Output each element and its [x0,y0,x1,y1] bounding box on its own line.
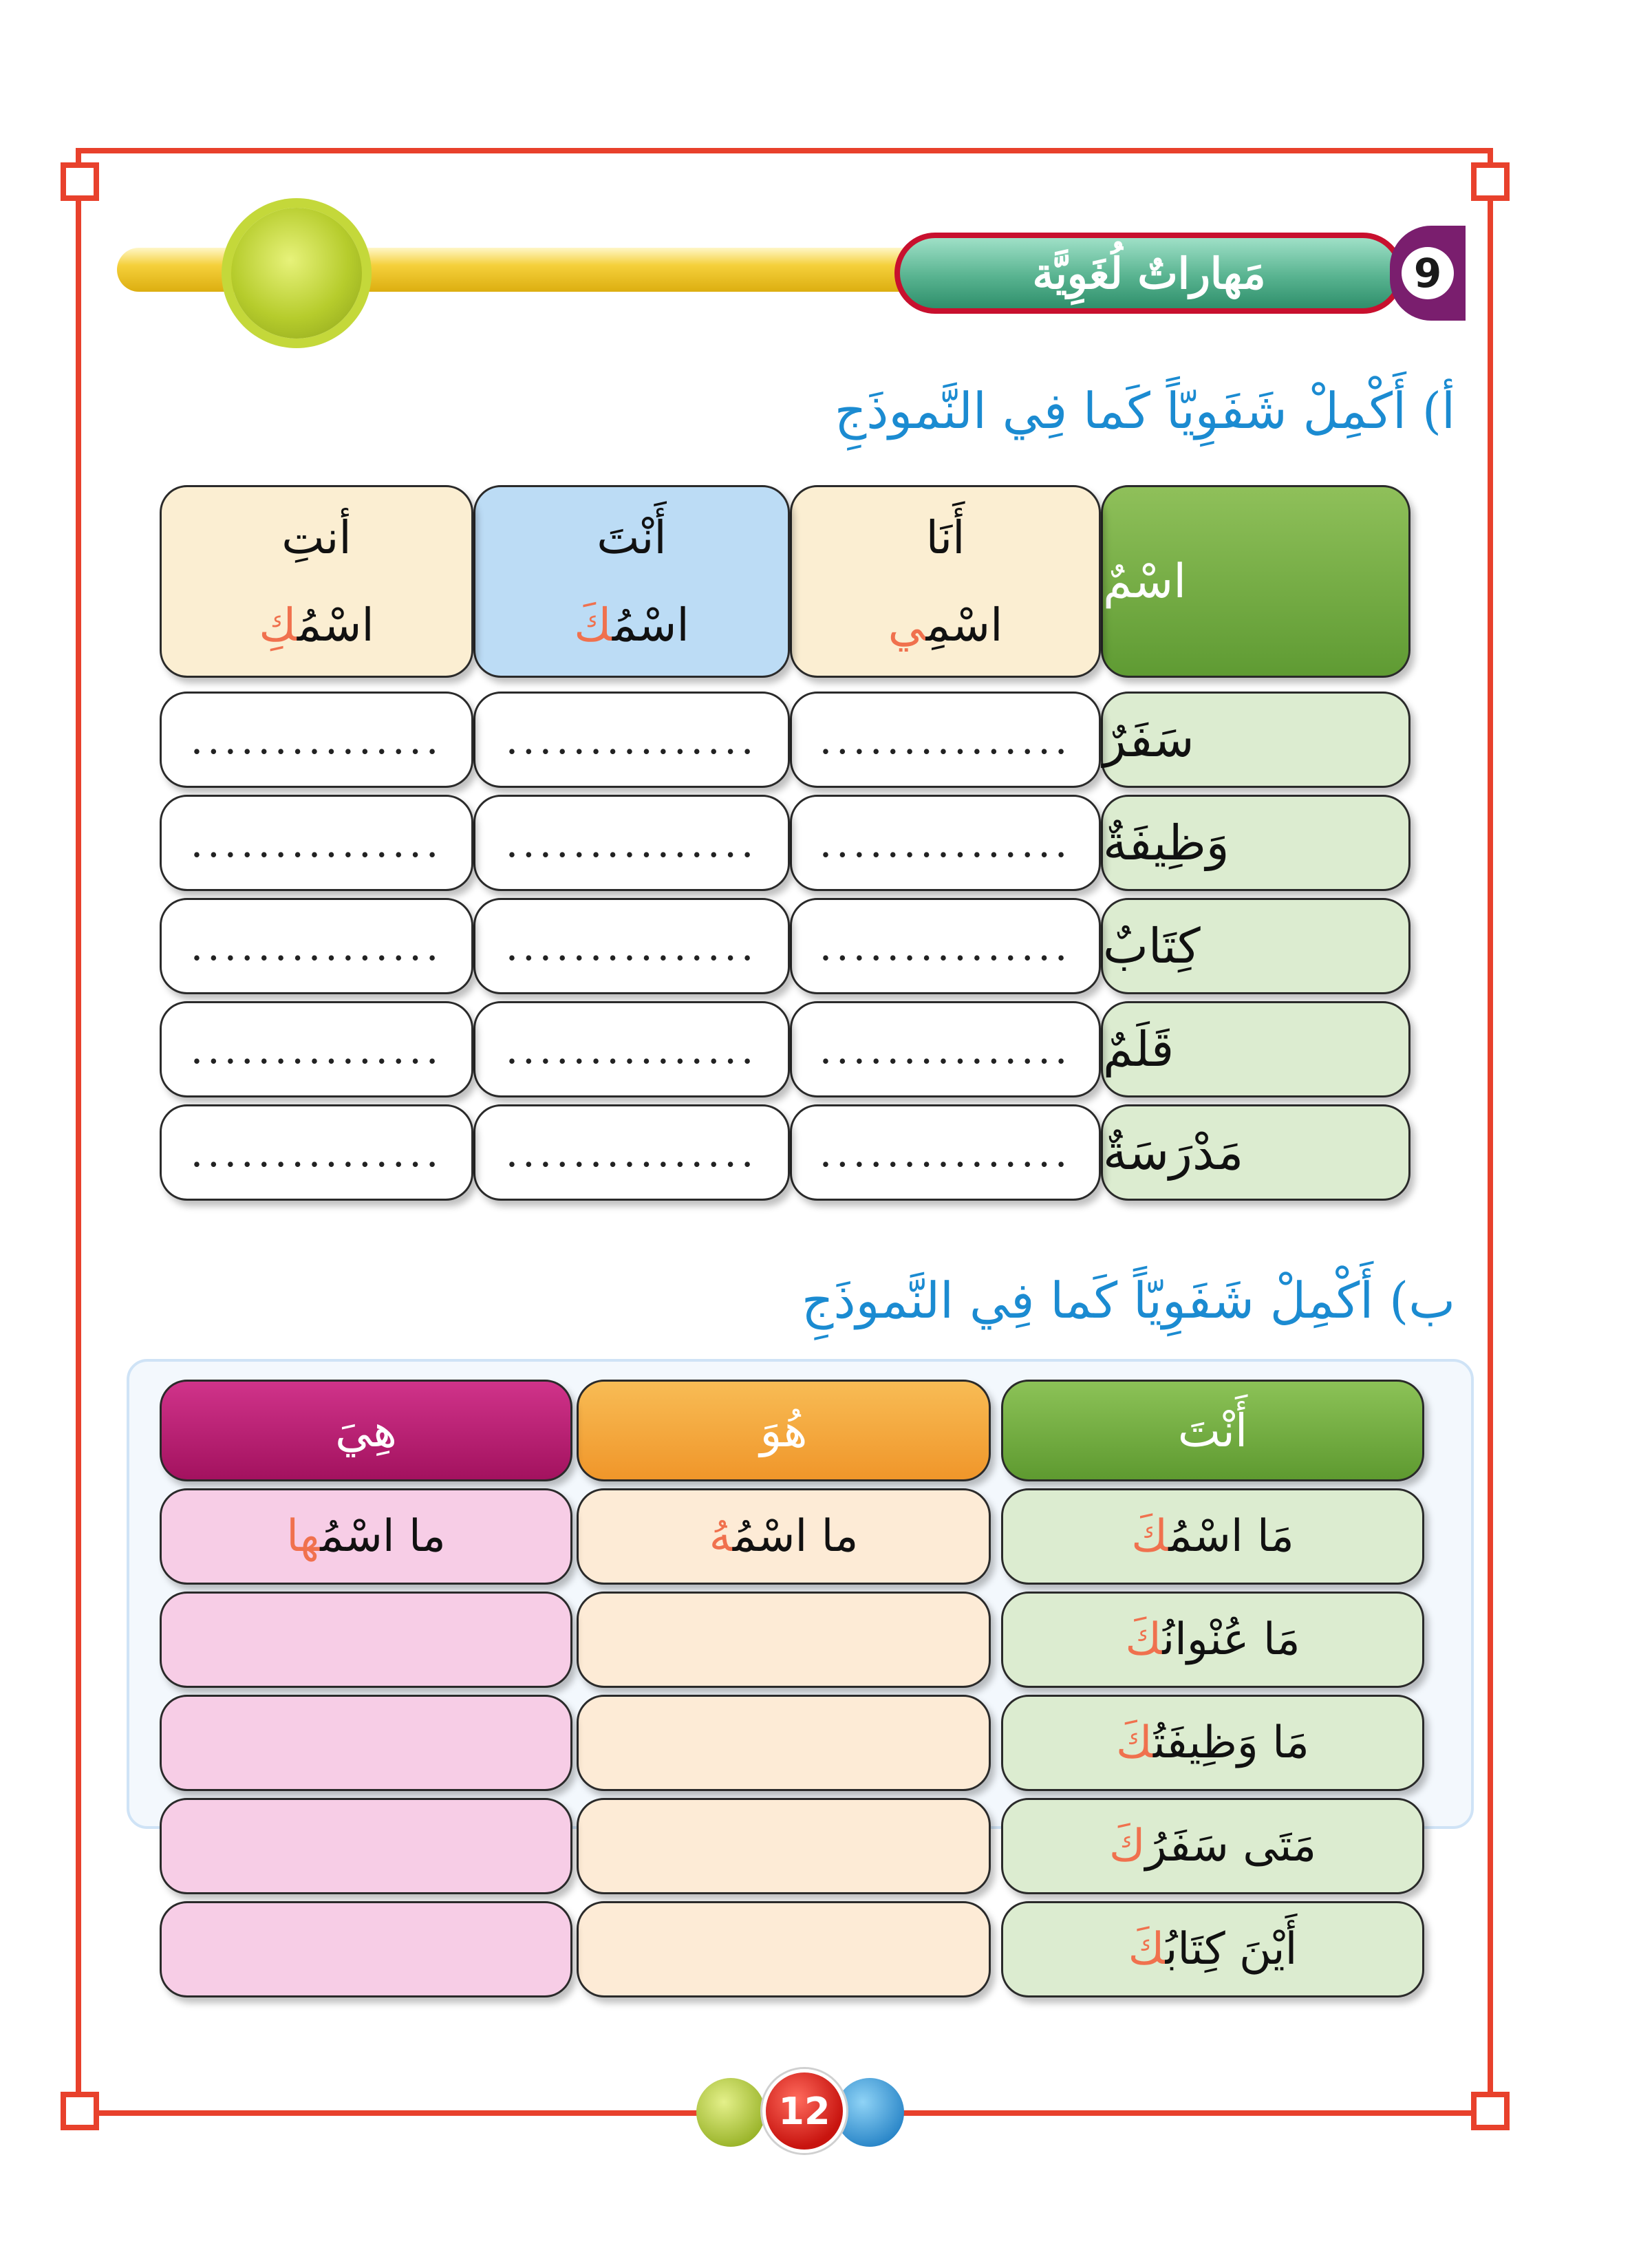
answer-blank[interactable]: ............... [790,795,1101,891]
column-head-anti: أنتِ اسْمُكِ [160,485,473,678]
lesson-number: 9 [1402,247,1454,299]
instruction-a: أ) أَكْمِلْ شَفَوِيّاً كَما فِي النَّموذَجِ [834,382,1455,440]
phrase-cell: مَا اسْمُكَ [1001,1488,1424,1585]
frame-corner-ornament [61,2092,99,2130]
answer-blank[interactable]: ............... [160,898,473,994]
answer-cell[interactable] [577,1695,991,1791]
decorative-ball-icon [696,2078,765,2147]
phrase-cell: مَتَى سَفَرُكَ [1001,1798,1424,1894]
answer-blank[interactable]: ............... [160,1001,473,1097]
instruction-b: ب) أَكْمِلْ شَفَوِيّاً كَما فِي النَّموذَجِ [802,1272,1455,1329]
answer-blank[interactable]: ............... [160,795,473,891]
frame-corner-ornament [1471,2092,1510,2130]
section-title: مَهاراتٌ لُغَوِيَّة [1032,248,1266,299]
row-header-ism: اسْمٌ [1101,485,1410,678]
page-number: 12 [762,2069,846,2153]
example-cell-huwa: ما اسْمُهُ [577,1488,991,1585]
flower-ornament-icon [231,208,362,339]
word-cell: مَدْرَسَةٌ [1101,1104,1410,1201]
example-cell-hiya: ما اسْمُها [160,1488,572,1585]
answer-cell[interactable] [577,1592,991,1688]
answer-blank[interactable]: ............... [790,1104,1101,1201]
word-cell: وَظِيفَةٌ [1101,795,1410,891]
answer-blank[interactable]: ............... [790,1001,1101,1097]
answer-cell[interactable] [160,1695,572,1791]
answer-cell[interactable] [160,1592,572,1688]
word-cell: قَلَمٌ [1101,1001,1410,1097]
answer-blank[interactable]: ............... [473,1001,790,1097]
phrase-cell: أَيْنَ كِتَابُكَ [1001,1901,1424,1997]
column-head-anta: أَنْتَ [1001,1380,1424,1481]
word-cell: سَفَرٌ [1101,692,1410,788]
answer-blank[interactable]: ............... [160,692,473,788]
frame-corner-ornament [1471,162,1510,201]
answer-blank[interactable]: ............... [473,692,790,788]
answer-cell[interactable] [160,1798,572,1894]
lesson-number-badge [1390,226,1466,321]
answer-blank[interactable]: ............... [473,1104,790,1201]
phrase-cell: مَا وَظِيفَتُكَ [1001,1695,1424,1791]
answer-blank[interactable]: ............... [790,692,1101,788]
frame-corner-ornament [61,162,99,201]
answer-cell[interactable] [577,1798,991,1894]
column-head-anta: أَنْتَ اسْمُكَ [473,485,790,678]
phrase-cell: مَا عُنْوانُكَ [1001,1592,1424,1688]
section-title-pill [894,233,1404,314]
word-cell: كِتَابٌ [1101,898,1410,994]
column-head-huwa: هُوَ [577,1380,991,1481]
column-head-hiya: هِيَ [160,1380,572,1481]
answer-cell[interactable] [577,1901,991,1997]
answer-blank[interactable]: ............... [160,1104,473,1201]
answer-cell[interactable] [160,1901,572,1997]
answer-blank[interactable]: ............... [473,795,790,891]
column-head-ana: أَنَا اسْمِي [790,485,1101,678]
answer-blank[interactable]: ............... [473,898,790,994]
answer-blank[interactable]: ............... [790,898,1101,994]
